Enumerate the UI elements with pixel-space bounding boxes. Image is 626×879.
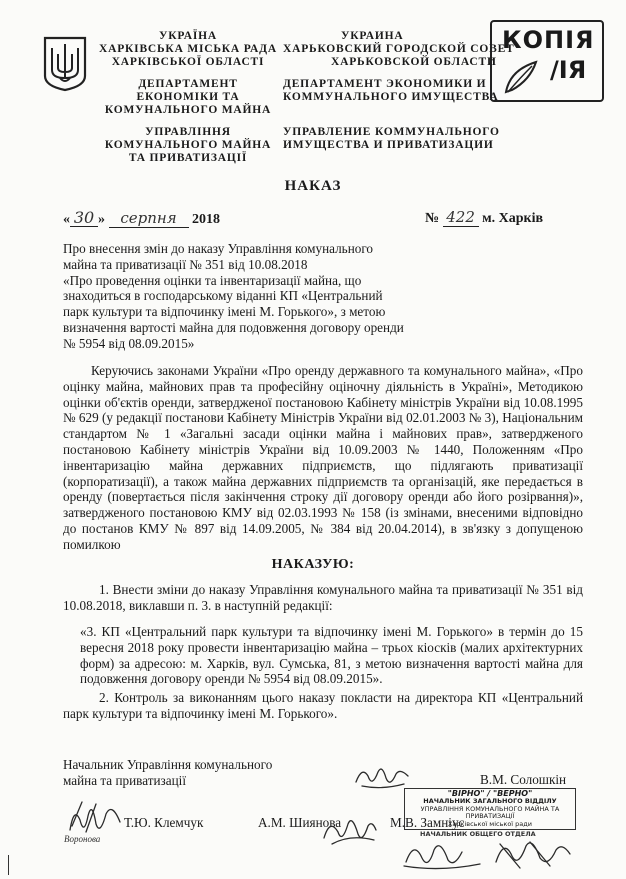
verno-stamp-title: "ВІРНО" / "ВЕРНО"	[447, 789, 533, 798]
document-title: НАКАЗ	[284, 178, 342, 194]
header-left-country: УКРАЇНА	[159, 30, 217, 42]
signatory-name: В.М. Солошкін	[480, 772, 567, 787]
number-label: №	[425, 211, 440, 226]
subject-line: майна та приватизації № 351 від 10.08.2018	[63, 256, 308, 272]
header-right-region: ХАРЬКОВСКОЙ ОБЛАСТИ	[331, 56, 497, 68]
preamble-paragraph: Керуючись законами України «Про оренду державного та комунального майна», «Про оцінку майна, майнових прав та професійну оціночну діяльність в Україні», Методикою оцінки об'єктів оренди, затвердженої постановою Кабінету міністрів України від 10.08.1995 № 629 (у редакції постанови Кабінету Міністрів України від 02.01.2003 № 3), Національним стандартом № 1 «Загальні засади оцінки майна і майнових прав», затвердженого постановою Кабінету міністрів України від 10.09.2003 № 1440, Положенням «Про інвентаризацію майна державних підприємств, що підлягають приватизації (корпоратизації), а також майна державних підприємств та організацій, яке передається в оренду (повертається після закінчення строку дії договору оренди або його розірвання)», затвердженого постановою КМУ від 02.03.1993 № 158 (із змінами, внесеними відповідно до постанов КМУ № 897 від 14.09.2005, № 384 від 20.04.2014), в зв'язку з допущеною помилкою	[63, 363, 583, 552]
margin-mark	[8, 855, 9, 875]
approval-name-2: А.М. Шиянова	[258, 815, 342, 830]
subject-line: «Про проведення оцінки та інвентаризації майна, що	[63, 272, 362, 288]
signatory-position	[63, 757, 272, 789]
header-right-office-2: ИМУЩЕСТВА И ПРИВАТИЗАЦИИ	[283, 139, 494, 151]
header-right-council: ХАРЬКОВСКИЙ ГОРОДСКОЙ СОВЕТ	[283, 43, 515, 55]
verno-stamp-line4: НАЧАЛЬНИК ОБЩЕГО ОТДЕЛА	[420, 830, 536, 838]
subject-line: Про внесення змін до наказу Управління комунального	[63, 241, 374, 256]
subject-line: знаходиться в господарському віданні КП «Центральний	[63, 288, 383, 304]
date-line	[63, 210, 220, 228]
verno-stamp-line2: УПРАВЛІННЯ КОМУНАЛЬНОГО МАЙНА ТА ПРИВАТИЗАЦІЇ	[420, 804, 560, 820]
copy-stamp-line1: КОПІЯ	[502, 26, 595, 54]
header-left-office-2: КОМУНАЛЬНОГО МАЙНА	[104, 139, 272, 151]
head-signature-icon	[352, 762, 412, 794]
verno-stamp-line3: Харківської міської ради	[447, 819, 533, 828]
header-left-council: ХАРКІВСЬКА МІСЬКА РАДА	[99, 43, 277, 55]
header-right-country: УКРАИНА	[341, 30, 404, 42]
header-left	[88, 30, 288, 165]
date-day: 30	[70, 210, 98, 227]
header-right	[283, 30, 515, 152]
date-open-quote: «	[63, 212, 70, 227]
copy-stamp	[490, 20, 604, 102]
verno-stamp-line1: НАЧАЛЬНИК ЗАГАЛЬНОГО ВІДДІЛУ	[423, 797, 557, 805]
approval-name-3: М.В. Замніус	[390, 815, 465, 830]
order-word: НАКАЗУЮ:	[271, 557, 355, 572]
item-1-quote: «3. КП «Центральний парк культури та відпочинку імені М. Горького» в термін до 15 вересня 2018 року провести інвентаризацію майна – трьох кіосків (малих архітектурних форм) за адресою: м. Харків, вул. Сумська, 81, з метою визначення вартості майна для подовження договору оренди № 5954 від 08.09.2015».	[80, 624, 583, 687]
approval-name-1: Т.Ю. Клемчук	[124, 815, 204, 830]
subject-line: визначення вартості майна для подовження договору оренди	[63, 319, 404, 335]
small-signature-label: Воронова	[64, 834, 101, 844]
date-year: 2018	[192, 212, 220, 227]
number-value: 422	[443, 210, 479, 227]
trident-coat-of-arms-icon	[42, 36, 88, 92]
date-month: серпня	[109, 211, 189, 228]
copy-stamp-line2: /ІЯ	[550, 56, 587, 84]
header-left-office-3: ТА ПРИВАТИЗАЦІЇ	[128, 152, 248, 164]
subject-block	[63, 241, 423, 352]
header-left-dept-3: КОМУНАЛЬНОГО МАЙНА	[104, 104, 272, 116]
header-left-office-1: УПРАВЛІННЯ	[145, 126, 231, 138]
certification-signatures-icon	[400, 832, 580, 876]
header-left-region: ХАРКІВСЬКОЇ ОБЛАСТІ	[111, 56, 265, 68]
header-left-dept-2: ЕКОНОМІКИ ТА	[136, 91, 240, 103]
header-right-dept-1: ДЕПАРТАМЕНТ ЭКОНОМИКИ И	[283, 78, 487, 90]
date-close-quote: »	[98, 212, 105, 227]
leaf-emblem-icon	[500, 56, 544, 96]
item-1: 1. Внести зміни до наказу Управління комунального майна та приватизації № 351 від 10.08.2018, виклавши п. 3. в наступній редакції:	[63, 582, 583, 613]
order-number-line	[425, 210, 543, 227]
subject-line: парк культури та відпочинку імені М. Горького», з метою	[63, 304, 386, 320]
header-right-office-1: УПРАВЛЕНИЕ КОММУНАЛЬНОГО	[283, 126, 500, 138]
header-right-dept-2: КОММУНАЛЬНОГО ИМУЩЕСТВА	[283, 91, 499, 103]
item-2: 2. Контроль за виконанням цього наказу покласти на директора КП «Центральний парк культури та відпочинку імені М. Горького».	[63, 690, 583, 721]
approval-signature-2-icon	[318, 810, 380, 850]
signatory-position-line2: майна та приватизації	[63, 772, 186, 788]
subject-line: № 5954 від 08.09.2015»	[63, 335, 195, 351]
header-left-dept-1: ДЕПАРТАМЕНТ	[138, 78, 238, 90]
signatory-position-line1: Начальник Управління комунального	[63, 757, 273, 772]
number-city: м. Харків	[482, 211, 544, 226]
